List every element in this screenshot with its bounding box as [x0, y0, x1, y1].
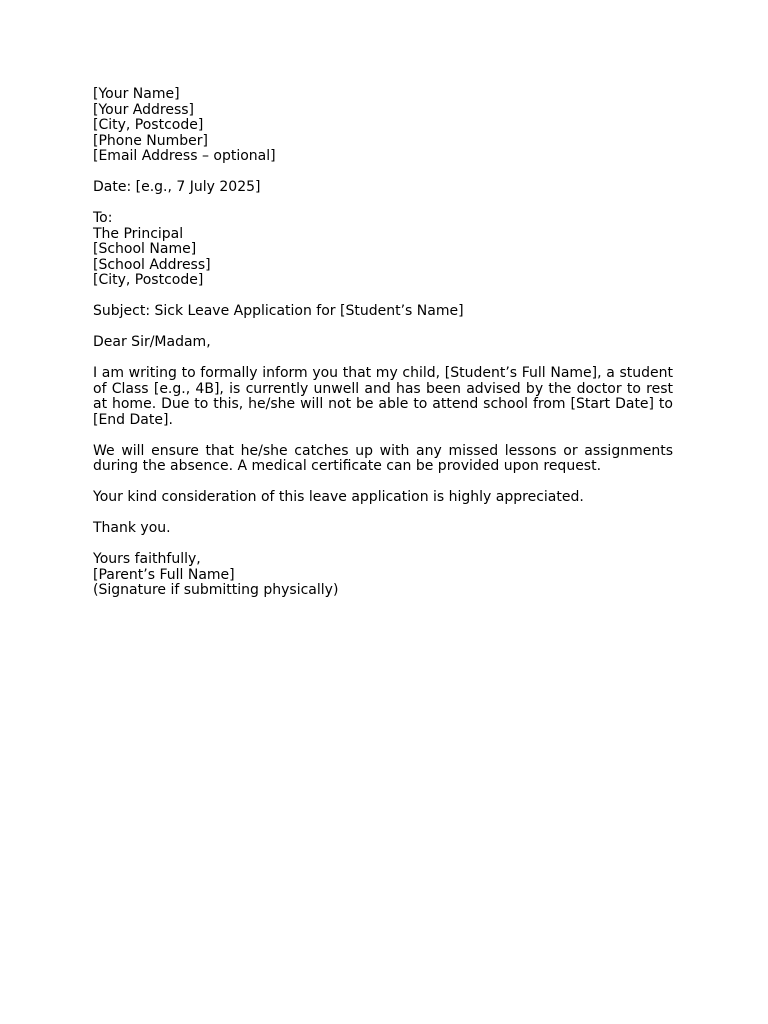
- closing-signer-name: [Parent’s Full Name]: [93, 566, 235, 583]
- recipient-to-label: To:: [93, 210, 113, 226]
- subject-line: Subject: Sick Leave Application for [Student’s Name]: [93, 303, 464, 319]
- subject-block: [93, 304, 673, 320]
- body-paragraph-2: We will ensure that he/she catches up with any missed lessons or assignments during the absence. A medical certificate can be provided upon request.: [93, 442, 673, 474]
- recipient-city-postcode: [City, Postcode]: [93, 272, 204, 288]
- sender-name: [Your Name]: [93, 86, 180, 102]
- body-paragraph-4: Thank you.: [93, 520, 171, 536]
- sender-block: [93, 87, 673, 165]
- salutation-block: [93, 335, 673, 351]
- recipient-title: The Principal: [93, 225, 184, 242]
- recipient-school-name: [School Name]: [93, 241, 197, 257]
- sender-city-postcode: [City, Postcode]: [93, 117, 204, 133]
- closing-block: [93, 552, 673, 599]
- date-line: Date: [e.g., 7 July 2025]: [93, 179, 261, 195]
- closing-signature-note: (Signature if submitting physically): [93, 582, 339, 598]
- body-paragraph-3: Your kind consideration of this leave application is highly appreciated.: [93, 489, 584, 505]
- sender-phone: [Phone Number]: [93, 132, 208, 149]
- letter-page: [93, 87, 673, 614]
- body-paragraph-1: I am writing to formally inform you that my child, [Student’s Full Name], a student of Class [e.g., 4B], is currently unwell and has been advised by the doctor to rest at home. Due to this, he/she will not be able to attend school from [Start Date] to [End Date].: [93, 365, 673, 428]
- salutation: Dear Sir/Madam,: [93, 334, 211, 350]
- closing-valediction: Yours faithfully,: [93, 551, 201, 567]
- sender-email: [Email Address – optional]: [93, 148, 276, 164]
- recipient-school-address: [School Address]: [93, 256, 211, 273]
- sender-address: [Your Address]: [93, 101, 195, 118]
- recipient-block: [93, 211, 673, 289]
- date-block: [93, 180, 673, 196]
